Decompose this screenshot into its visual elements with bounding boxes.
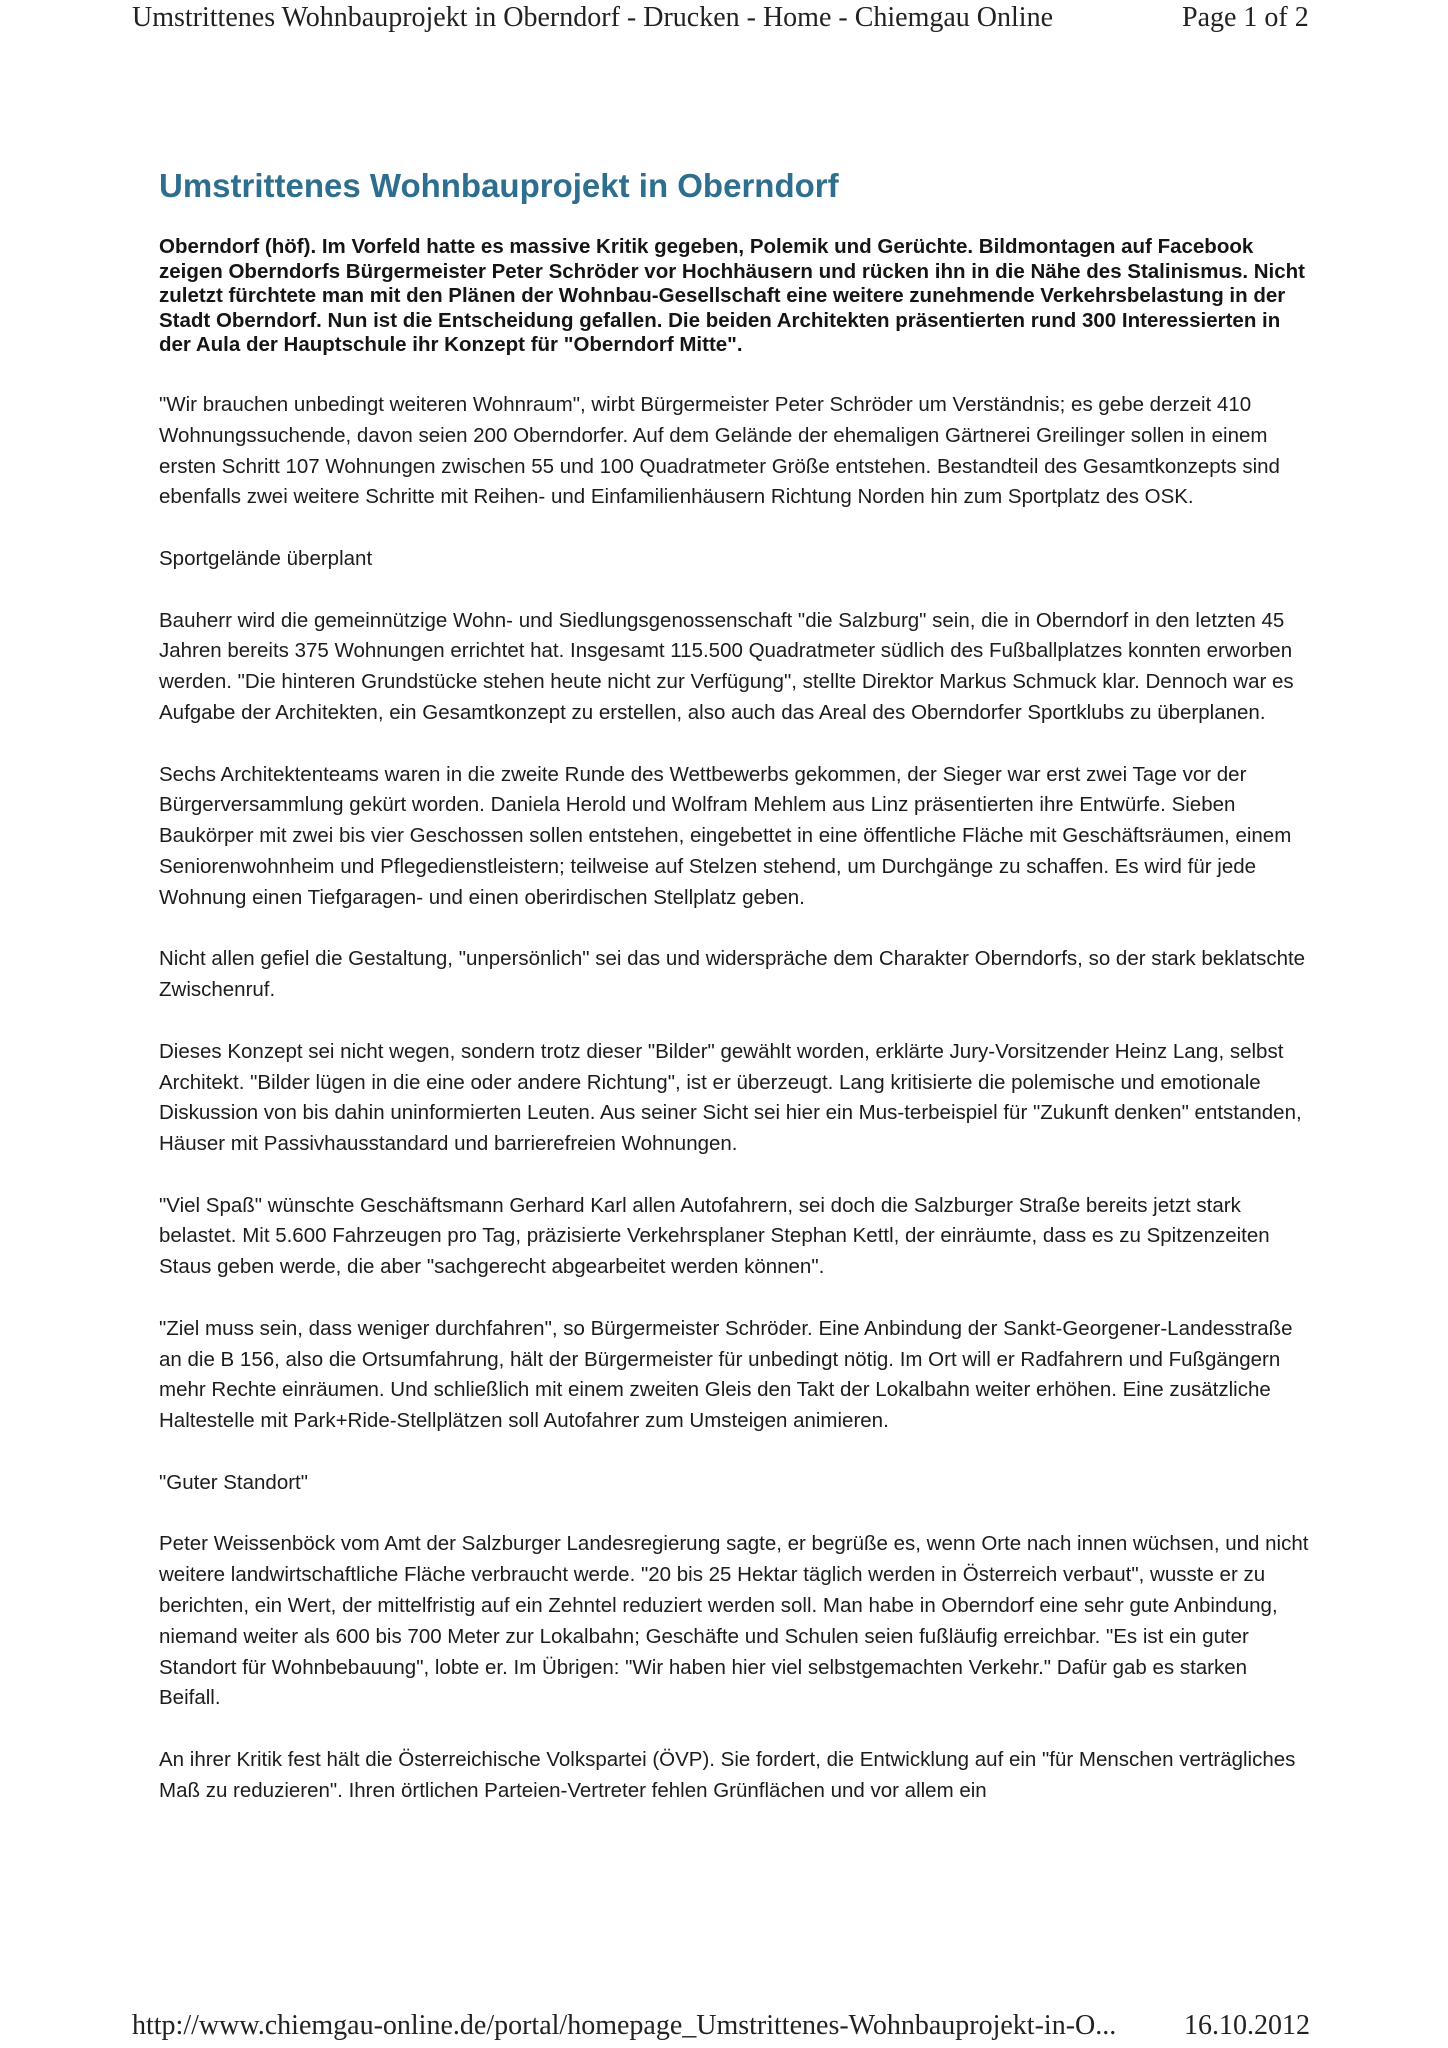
paragraph: Sechs Architektenteams waren in die zweite Runde des Wettbewerbs gekommen, der Sieger war erst zwei Tage vor der Bürgerversammlung gekürt worden. Daniela Herold und Wolfram Mehlem aus Linz präsentierten ihre Entwürfe. Sieben Baukörper mit zwei bis vier Geschossen sollen entstehen, eingebettet in eine öffentliche Fläche mit Geschäftsräumen, einem Seniorenwohnheim und Pflegedienstleistern; teilweise auf Stelzen stehend, um Durchgänge zu schaffen. Es wird für jede Wohnung einen Tiefgaragen- und einen oberirdischen Stellplatz geben. [159, 762, 1292, 909]
article-headline: Umstrittenes Wohnbauprojekt in Oberndorf [159, 167, 839, 204]
subheading: Sportgelände überplant [159, 546, 373, 570]
paragraph: Dieses Konzept sei nicht wegen, sondern trotz dieser "Bilder" gewählt worden, erklärte Jury-Vorsitzender Heinz Lang, selbst Architekt. "Bilder lügen in die eine oder andere Richtung", ist er überzeugt. Lang kritisierte die polemische und emotionale Diskussion von bis dahin uninformierten Leuten. Aus seiner Sicht sei hier ein Mus-terbeispiel für "Zukunft denken" entstanden, Häuser mit Passivhausstandard und barrierefreien Wohnungen. [159, 1039, 1302, 1156]
paragraph: "Viel Spaß" wünschte Geschäftsmann Gerhard Karl allen Autofahrern, sei doch die Salzburger Straße bereits jetzt stark belastet. Mit 5.600 Fahrzeugen pro Tag, präzisierte Verkehrsplaner Stephan Kettl, der einräumte, dass es zu Spitzenzeiten Staus geben werde, die aber "sachgerecht abgearbeitet werden können". [159, 1193, 1270, 1279]
article-lead: Oberndorf (höf). Im Vorfeld hatte es massive Kritik gegeben, Polemik und Gerüchte. Bildmontagen auf Facebook zeigen Oberndorfs Bürgermeister Peter Schröder vor Hochhäusern und rücken ihn in die Nähe des Stalinismus. Nicht zuletzt fürchtete man mit den Plänen der Wohnbau-Gesellschaft eine weitere zunehmende Verkehrsbelastung in der Stadt Oberndorf. Nun ist die Entscheidung gefallen. Die beiden Architekten präsentierten rund 300 Interessierten in der Aula der Hauptschule ihr Konzept für "Oberndorf Mitte". [159, 235, 1305, 357]
source-url: http://www.chiemgau-online.de/portal/homepage_Umstrittenes-Wohnbauprojekt-in-O... [132, 2010, 1117, 2041]
paragraph: An ihrer Kritik fest hält die Österreichische Volkspartei (ÖVP). Sie fordert, die Entwicklung auf ein "für Menschen verträgliches Maß zu reduzieren". Ihren örtlichen Parteien-Vertreter fehlen Grünflächen und vor allem ein [159, 1748, 1296, 1802]
subheading: "Guter Standort" [159, 1470, 309, 1494]
article [159, 160, 1309, 1837]
paragraph: Nicht allen gefiel die Gestaltung, "unpersönlich" sei das und widerspräche dem Charakter Oberndorfs, so der stark beklatschte Zwischenruf. [159, 947, 1306, 1002]
paragraph: Peter Weissenböck vom Amt der Salzburger Landesregierung sagte, er begrüße es, wenn Orte nach innen wüchsen, und nicht weitere landwirtschaftliche Fläche verbraucht werde. "20 bis 25 Hektar täglich werden in Österreich verbaut", wusste er zu berichten, ein Wert, der mittelfristig auf ein Zehntel reduziert werden soll. Man habe in Oberndorf eine sehr gute Anbindung, niemand weiter als 600 bis 700 Meter zur Lokalbahn; Geschäfte und Schulen seien fußläufig erreichbar. "Es ist ein guter Standort für Wohnbebauung", lobte er. Im Übrigen: "Wir haben hier viel selbstgemachten Verkehr." Dafür gab es starken Beifall. [159, 1532, 1309, 1710]
paragraph: Bauherr wird die gemeinnützige Wohn- und Siedlungsgenossenschaft "die Salzburg" sein, die in Oberndorf in den letzten 45 Jahren bereits 375 Wohnungen errichtet hat. Insgesamt 115.500 Quadratmeter südlich des Fußballplatzes konnten erworben werden. "Die hinteren Grundstücke stehen heute nicht zur Verfügung", stellte Direktor Markus Schmuck klar. Dennoch war es Aufgabe der Architekten, ein Gesamtkonzept zu erstellen, also auch das Areal des Oberndorfer Sportklubs zu überplanen. [159, 608, 1294, 724]
print-header-title: Umstrittenes Wohnbauprojekt in Oberndorf - Drucken - Home - Chiemgau Online [132, 2, 1054, 33]
print-footer [0, 2008, 1448, 2048]
paragraph: "Wir brauchen unbedingt weiteren Wohnraum", wirbt Bürgermeister Peter Schröder um Verständnis; es gebe derzeit 410 Wohnungssuchende, davon seien 200 Oberndorfer. Auf dem Gelände der ehemaligen Gärtnerei Greilinger sollen in einem ersten Schritt 107 Wohnungen zwischen 55 und 100 Quadratmeter Größe entstehen. Bestandteil des Gesamtkonzepts sind ebenfalls zwei weitere Schritte mit Reihen- und Einfamilienhäusern Richtung Norden hin zum Sportplatz des OSK. [159, 392, 1280, 509]
print-date: 16.10.2012 [1184, 2010, 1310, 2041]
paragraph: "Ziel muss sein, dass weniger durchfahren", so Bürgermeister Schröder. Eine Anbindung der Sankt-Georgener-Landesstraße an die B 156, also die Ortsumfahrung, hält der Bürgermeister für unbedingt nötig. Im Ort will er Radfahrern und Fußgängern mehr Rechte einräumen. Und schließlich mit einem zweiten Gleis den Takt der Lokalbahn weiter erhöhen. Eine zusätzliche Haltestelle mit Park+Ride-Stellplätzen soll Autofahrer zum Umsteigen animieren. [159, 1316, 1293, 1433]
page-indicator: Page 1 of 2 [1182, 2, 1309, 33]
print-header [0, 0, 1448, 40]
